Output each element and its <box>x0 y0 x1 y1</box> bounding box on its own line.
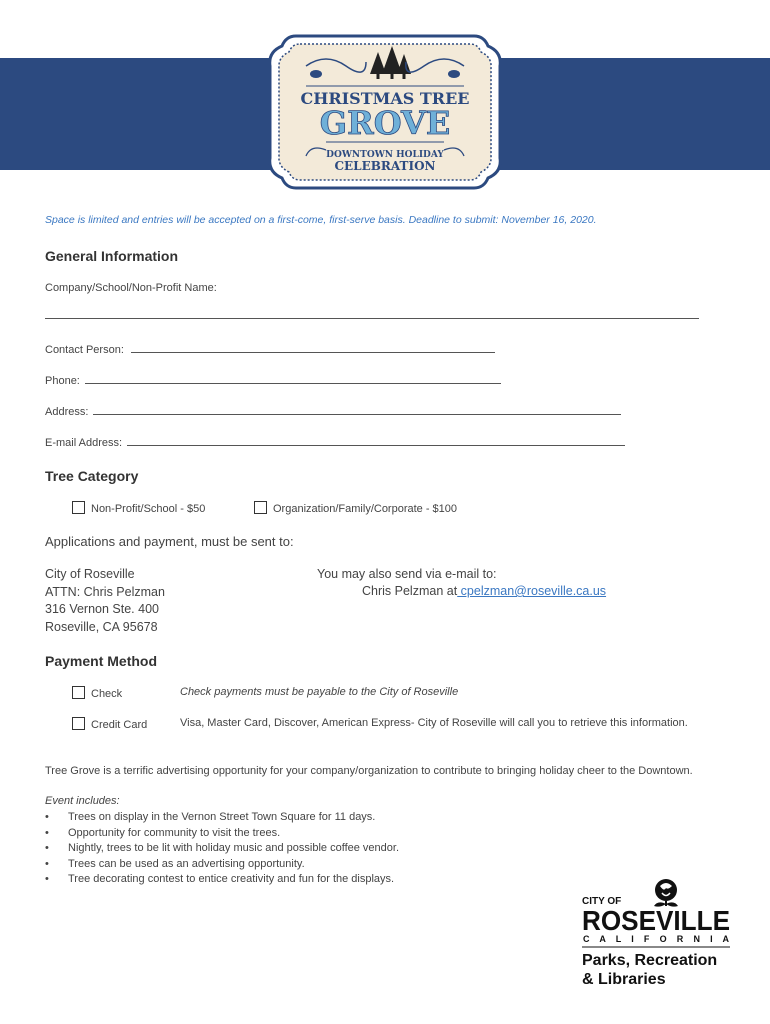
address-label: Address: <box>45 406 89 418</box>
svg-text:GROVE: GROVE <box>319 104 451 142</box>
address-field[interactable] <box>93 405 621 415</box>
christmas-tree-grove-logo <box>266 32 504 192</box>
svg-text:& Libraries: & Libraries <box>582 971 666 988</box>
svg-text:CITY OF: CITY OF <box>582 896 622 907</box>
events-list <box>45 810 399 888</box>
credit-card-checkbox[interactable] <box>72 717 85 730</box>
contact-person-label: Contact Person: <box>45 344 124 356</box>
general-info-heading: General Information <box>45 248 179 264</box>
phone-row <box>45 374 501 387</box>
phone-field[interactable] <box>85 374 501 384</box>
credit-card-label: Credit Card <box>91 719 148 731</box>
organization-label: Organization/Family/Corporate - $100 <box>273 503 458 515</box>
address-line: Roseville, CA 95678 <box>45 619 158 634</box>
email-link[interactable]: cpelzman@roseville.ca.us <box>457 584 607 598</box>
contact-person-field[interactable] <box>131 343 495 353</box>
address-line: City of Roseville <box>45 567 135 581</box>
svg-text:Parks, Recreation: Parks, Recreation <box>582 952 718 969</box>
deadline-notice: Space is limited and entries will be accepted on a first-come, first-serve basis. Deadline to submit: November 16, 2020. <box>45 214 597 226</box>
option-nonprofit[interactable] <box>72 501 205 515</box>
payment-method-heading: Payment Method <box>45 653 158 669</box>
rose-icon <box>654 879 678 907</box>
list-item: • Nightly, trees to be lit with holiday music and possible coffee vendor. <box>45 841 399 857</box>
svg-text:CHRISTMAS TREE: CHRISTMAS TREE <box>300 89 470 108</box>
list-item: • Opportunity for community to visit the trees. <box>45 826 399 842</box>
email-intro: You may also send via e-mail to: <box>317 567 497 581</box>
tree-category-heading: Tree Category <box>45 468 139 484</box>
credit-card-note: Visa, Master Card, Discover, American Express- City of Roseville will call you to retrieve this information. <box>180 717 688 729</box>
applications-heading: Applications and payment, must be sent to: <box>45 534 294 549</box>
phone-label: Phone: <box>45 375 80 387</box>
list-item: • Tree decorating contest to entice creativity and fun for the displays. <box>45 872 399 888</box>
roseville-parks-logo <box>582 876 732 990</box>
company-name-field[interactable] <box>45 318 699 319</box>
list-item: • Trees can be used as an advertising opportunity. <box>45 857 399 873</box>
check-checkbox[interactable] <box>72 686 85 699</box>
svg-text:ROSEVILLE: ROSEVILLE <box>582 905 730 936</box>
email-label: E-mail Address: <box>45 437 123 449</box>
option-organization[interactable] <box>254 501 457 515</box>
mailing-address <box>45 566 165 636</box>
option-check[interactable] <box>72 686 122 700</box>
check-note: Check payments must be payable to the City of Roseville <box>180 686 459 698</box>
address-row <box>45 405 621 418</box>
events-heading: Event includes: <box>45 795 120 807</box>
list-item: • Trees on display in the Vernon Street Town Square for 11 days. <box>45 810 399 826</box>
svg-text:C A L I F O R N I A: C A L I F O R N I A <box>583 934 729 944</box>
check-label: Check <box>91 688 123 700</box>
company-name-label: Company/School/Non-Profit Name: <box>45 282 217 294</box>
email-field[interactable] <box>127 436 625 446</box>
address-line: 316 Vernon Ste. 400 <box>45 602 159 616</box>
organization-checkbox[interactable] <box>254 501 267 514</box>
email-prefix: Chris Pelzman at <box>362 584 458 598</box>
email-contact <box>362 583 606 601</box>
nonprofit-checkbox[interactable] <box>72 501 85 514</box>
email-row <box>45 436 625 449</box>
address-line: ATTN: Chris Pelzman <box>45 584 165 599</box>
promo-text: Tree Grove is a terrific advertising opportunity for your company/organization to contribute to bringing holiday cheer to the Downtown. <box>45 765 693 777</box>
contact-person-row <box>45 343 495 356</box>
svg-text:CELEBRATION: CELEBRATION <box>334 159 436 173</box>
svg-text:DOWNTOWN HOLIDAY: DOWNTOWN HOLIDAY <box>326 150 444 160</box>
option-credit-card[interactable] <box>72 717 147 731</box>
nonprofit-label: Non-Profit/School - $50 <box>91 503 206 515</box>
